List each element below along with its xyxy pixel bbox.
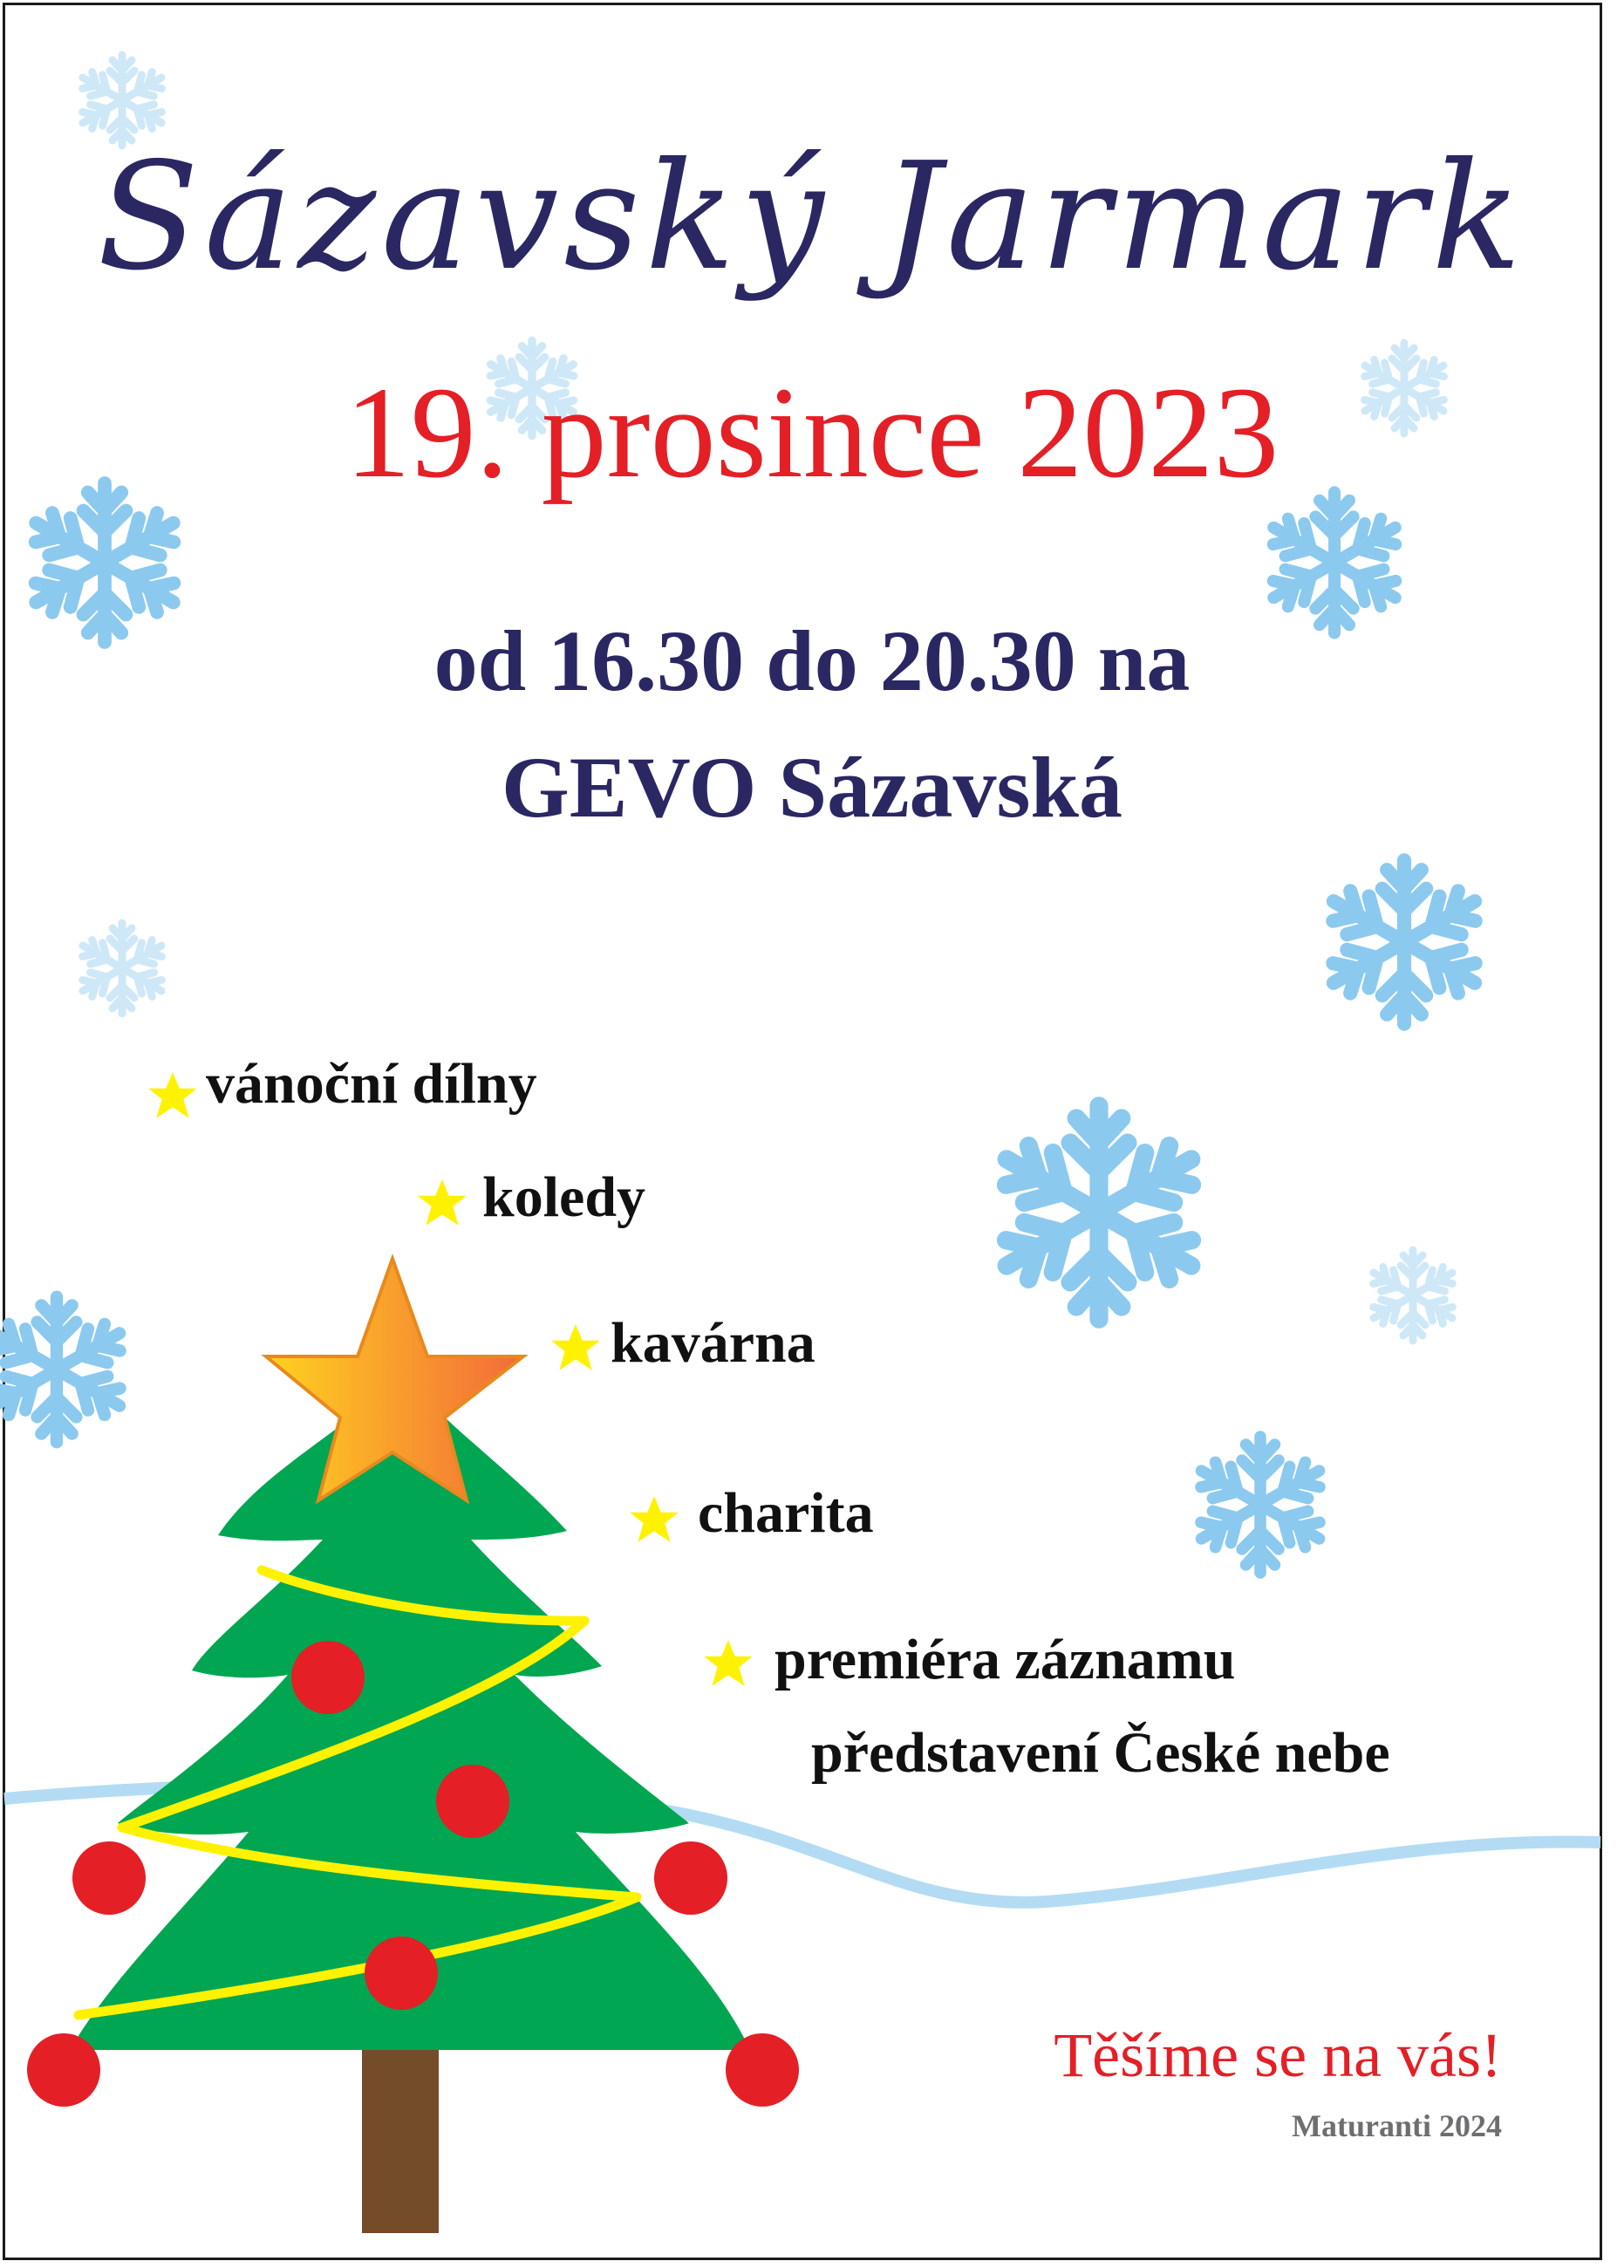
program-item: představení České nebe <box>811 1721 1390 1785</box>
snowflake-icon <box>1368 1250 1458 1341</box>
snowflake-icon <box>0 1297 129 1442</box>
star-icon <box>704 1640 753 1686</box>
snowflake-icon <box>77 923 167 1014</box>
event-title: Sázavský Jarmark <box>97 131 1527 304</box>
program-item: vánoční dílny <box>206 1052 537 1116</box>
program-item: koledy <box>482 1165 646 1229</box>
star-icon <box>148 1072 197 1118</box>
event-date: 19. prosince 2023 <box>345 360 1279 505</box>
star-icon <box>418 1179 467 1226</box>
snowflake-icon <box>1192 1437 1328 1573</box>
tree-trunk <box>362 2037 439 2233</box>
snowflake-icon <box>993 1106 1206 1319</box>
star-icon <box>551 1324 600 1370</box>
signature: Maturanti 2024 <box>1292 2108 1502 2143</box>
christmas-tree-icon <box>27 1259 799 2233</box>
snowflake-icon <box>1322 860 1485 1023</box>
event-place: GEVO Sázavská <box>501 739 1122 836</box>
event-time: od 16.30 do 20.30 na <box>433 612 1191 709</box>
program-item: kavárna <box>611 1311 815 1375</box>
program-item: charita <box>698 1481 874 1545</box>
star-icon <box>630 1496 679 1542</box>
greeting: Těšíme se na vás! <box>1054 2020 1502 2090</box>
program-item: premiéra záznamu <box>774 1628 1236 1691</box>
